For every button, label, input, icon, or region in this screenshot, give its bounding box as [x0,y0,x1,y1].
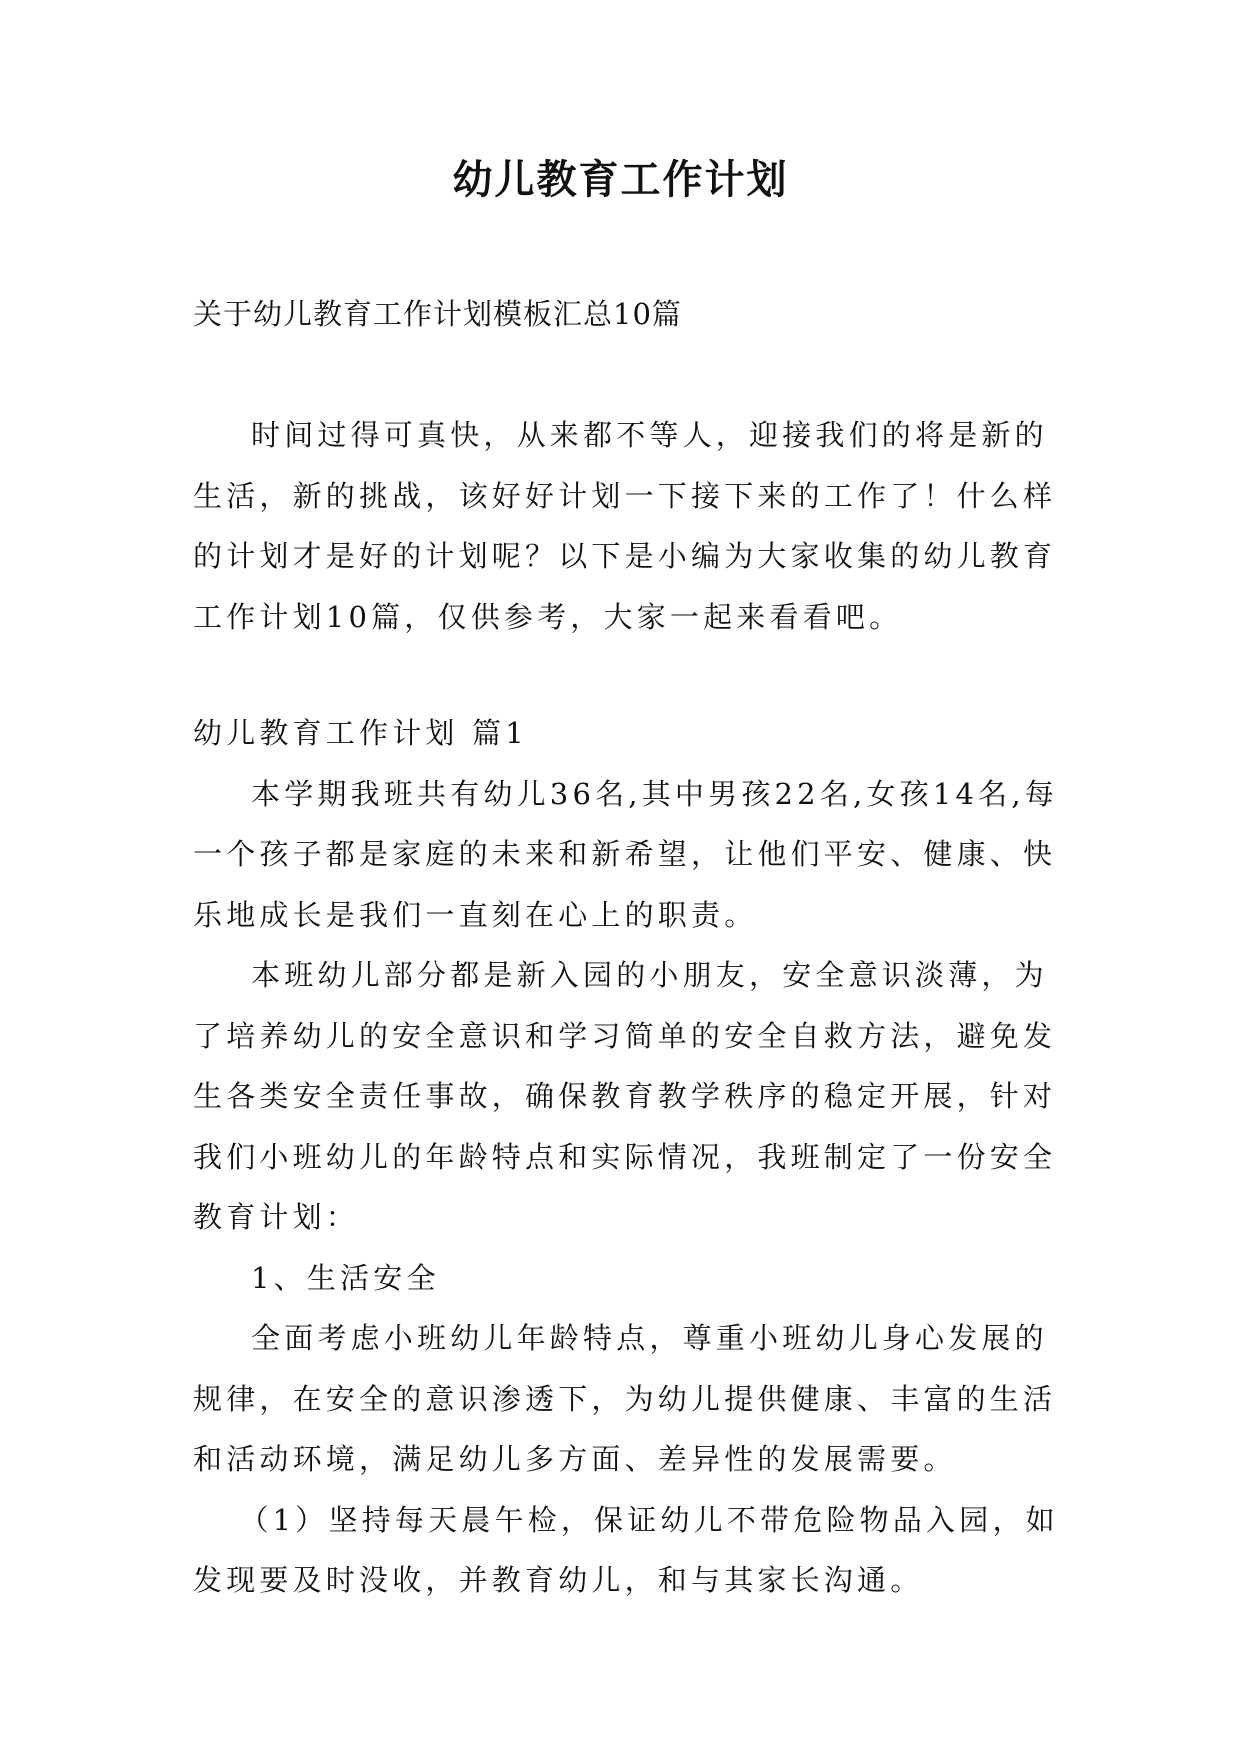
list-item: （1）坚持每天晨午检，保证幼儿不带危险物品入园，如发现要及时没收，并教育幼儿，和与其家长沟通。 [193,1502,1059,1597]
body-paragraph: 全面考虑小班幼儿年龄特点，尊重小班幼儿身心发展的规律，在安全的意识渗透下，为幼儿提供健康、丰富的生活和活动环境，满足幼儿多方面、差异性的发展需要。 [193,1321,1057,1476]
section-heading: 幼儿教育工作计划 篇1 [193,716,528,750]
document-title: 幼儿教育工作计划 [452,157,789,203]
document-body [193,405,1073,1611]
body-paragraph: 本学期我班共有幼儿36名,其中男孩22名,女孩14名,每一个孩子都是家庭的未来和新希望，让他们平安、健康、快乐地成长是我们一直刻在心上的职责。 [193,776,1058,932]
document-subtitle: 关于幼儿教育工作计划模板汇总10篇 [193,297,682,331]
intro-paragraph: 时间过得可真快，从来都不等人，迎接我们的将是新的生活，新的挑战，该好好计划一下接下来的工作了！什么样的计划才是好的计划呢？以下是小编为大家收集的幼儿教育工作计划10篇，仅供参考，大家一起来看看吧。 [193,418,1057,634]
list-heading: 1、生活安全 [251,1260,440,1295]
body-paragraph: 本班幼儿部分都是新入园的小朋友，安全意识淡薄，为了培养幼儿的安全意识和学习简单的安全自救方法，避免发生各类安全责任事故，确保教育教学秩序的稳定开展，针对我们小班幼儿的年龄特点和实际情况，我班制定了一份安全教育计划： [193,958,1057,1234]
